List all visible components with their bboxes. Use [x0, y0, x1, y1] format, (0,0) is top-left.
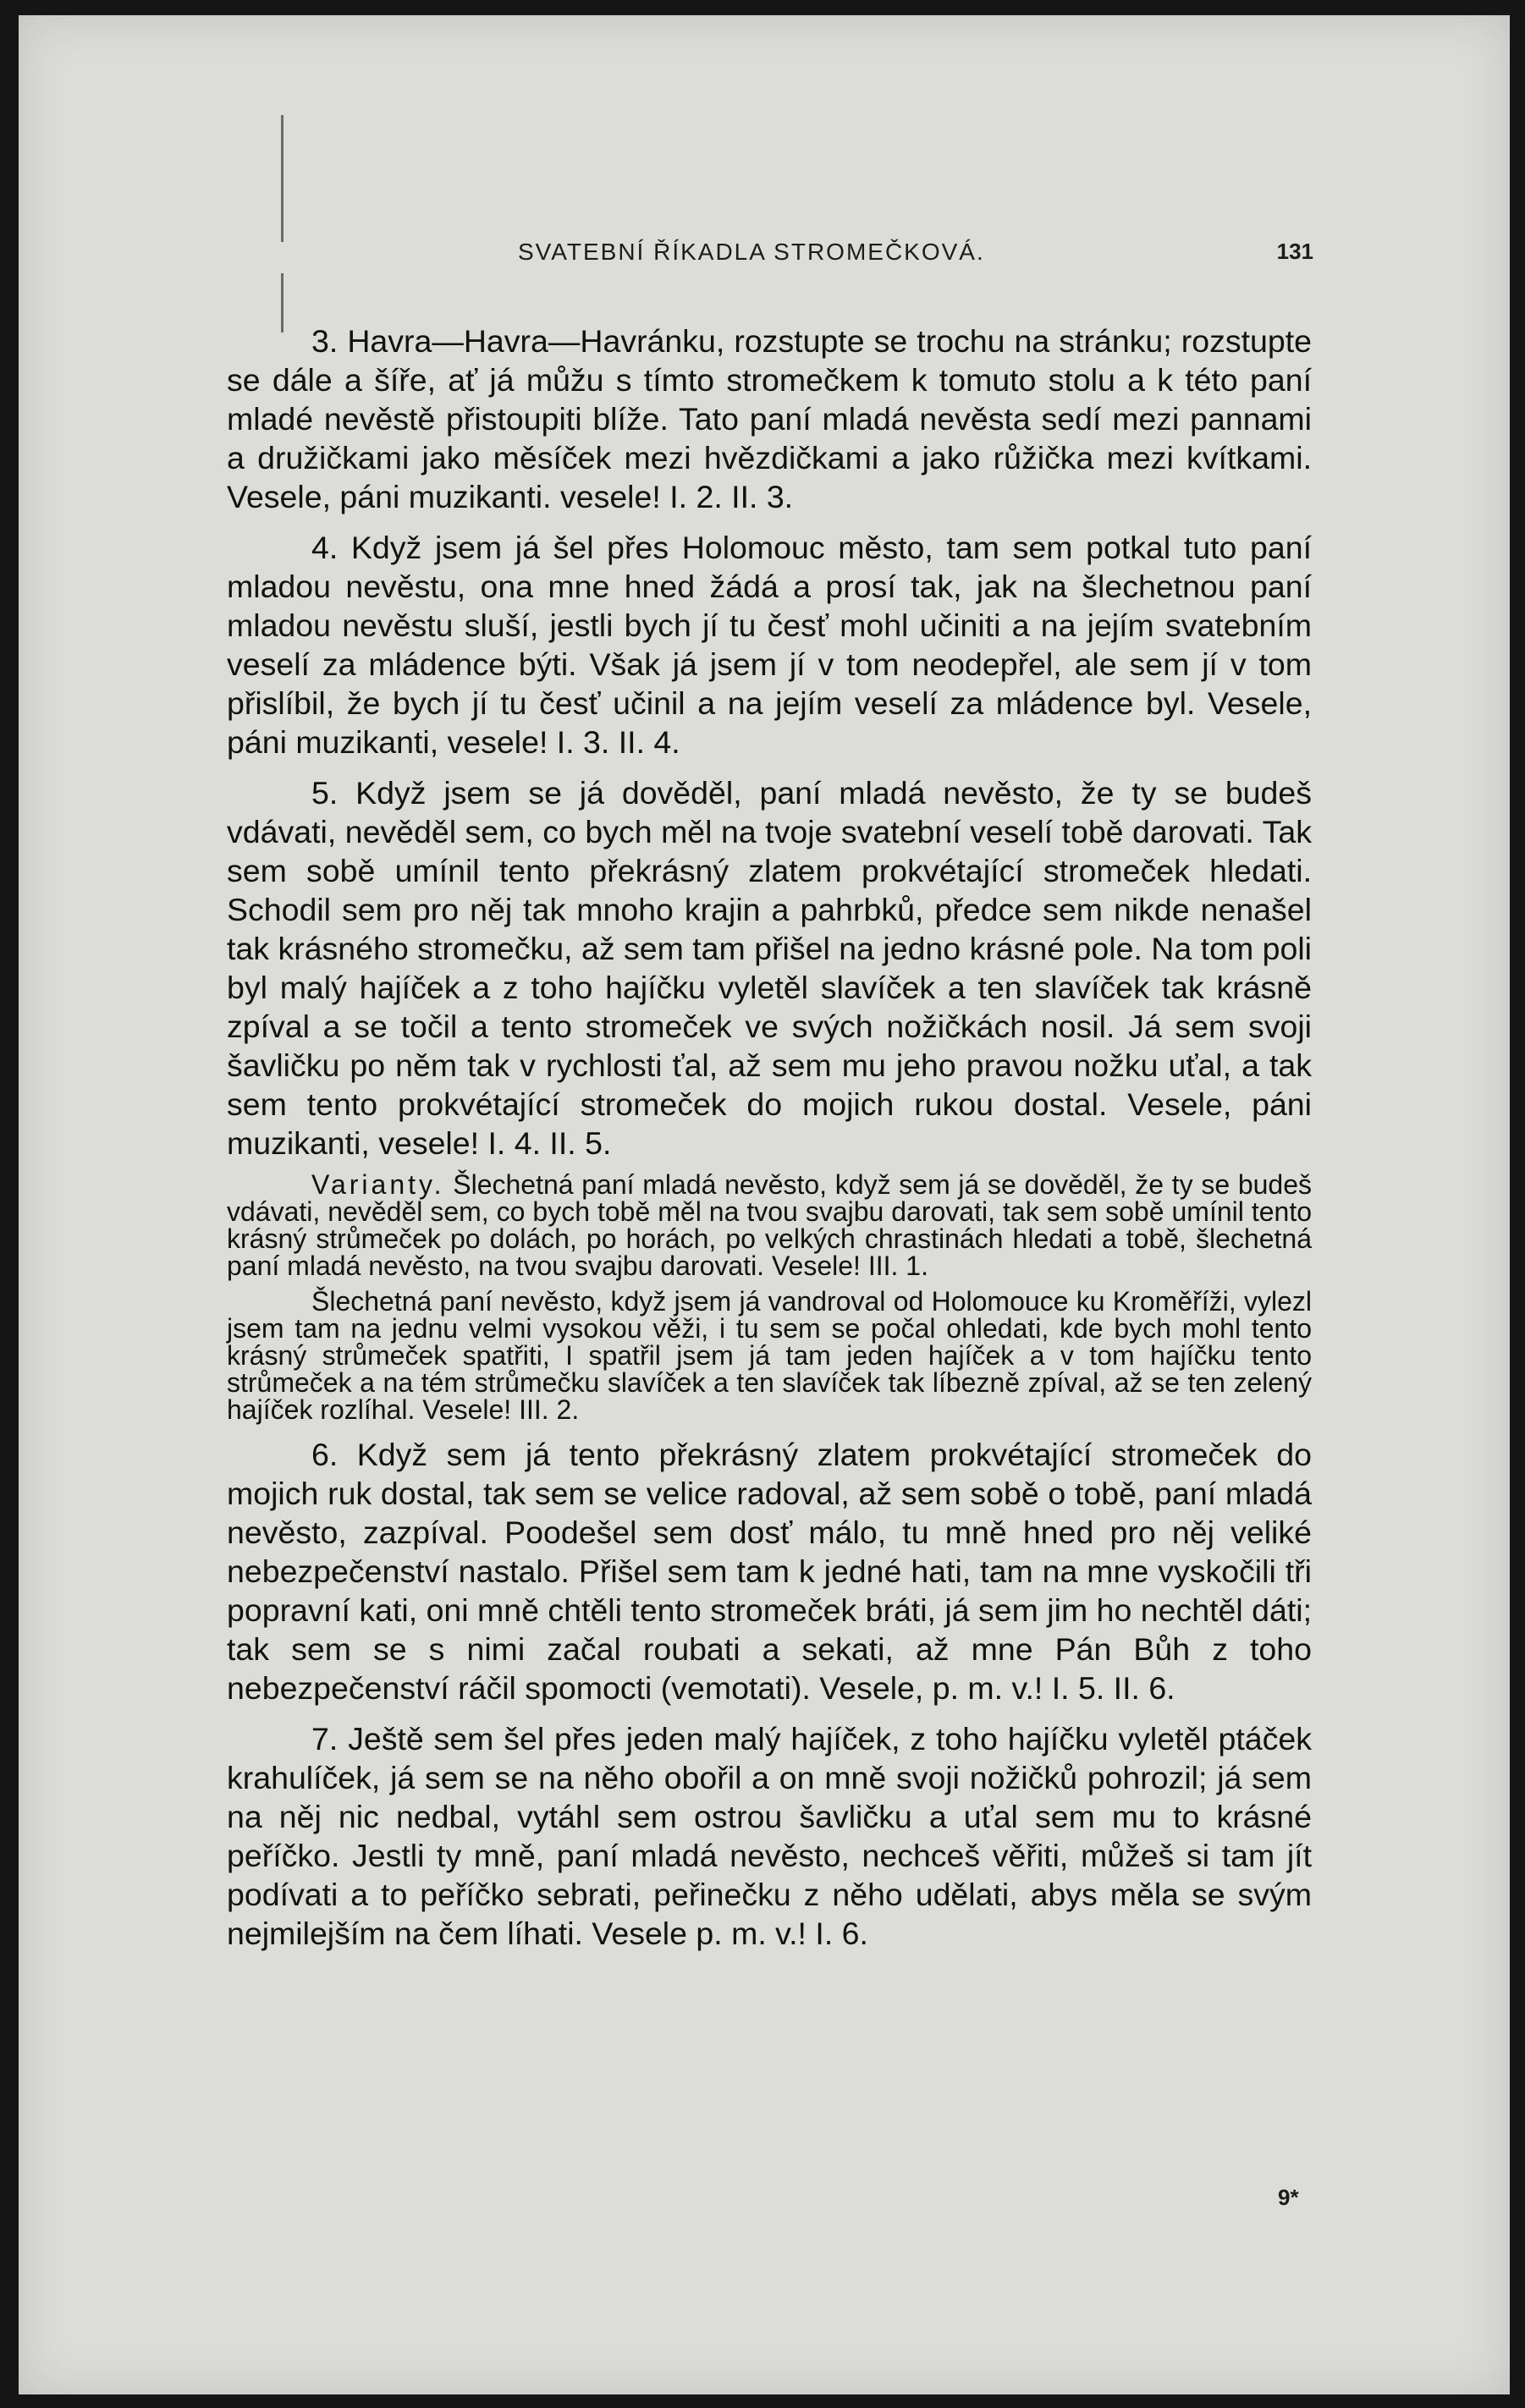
signature-mark: 9* — [1278, 2185, 1299, 2210]
variant-1 — [227, 1171, 1312, 1279]
body-text — [227, 322, 1312, 1953]
variant-1-text: Šlechetná paní mladá nevěsto, když sem já se dověděl, že ty se budeš vdávati, nevěděl sem, co bych tobě měl na tvou svajbu darovati, tak sem sobě umínil tento krásný strůmeček po dolách, po horách, po velkých chrastinách hledati a tobě, šlechetná paní mladá nevěsto, na tvou svajbu darovati. Vesele! III. 1. — [227, 1169, 1313, 1281]
running-title: SVATEBNÍ ŘÍKADLA STROMEČKOVÁ. — [518, 239, 985, 265]
paragraph-6: 6. Když sem já tento překrásný zlatem prokvétající stromeček do mojich ruk dostal, tak sem se velice radoval, až sem sobě o tobě, paní mladá nevěsto, zazpíval. Poodešel sem dosť málo, tu mně hned pro něj veliké nebezpečenství nastalo. Přišel sem tam k jedné hati, tam na mne vyskočili tři popravní kati, oni mně chtěli tento stromeček bráti, já sem jim ho nechtěl dáti; tak sem se s nimi začal roubati a sekati, až mne Pán Bůh z toho nebezpečenství ráčil spomocti (vemotati). Vesele, p. m. v.! I. 5. II. 6. — [227, 1437, 1312, 1706]
paragraph-5: 5. Když jsem se já dověděl, paní mladá nevěsto, že ty se budeš vdávati, nevěděl sem, co bych měl na tvoje svatební veselí tobě darovati. Tak sem sobě umínil tento překrásný zlatem prokvétající stromeček hledati. Schodil sem pro něj tak mnoho krajin a pahrbků, předce sem nikde nenašel tak krásného stromečku, až sem tam přišel na jedno krásné pole. Na tom poli byl malý hajíček a z toho hajíčku vyletěl slavíček a ten slavíček tak krásně zpíval a se točil a tento stromeček ve svých nožičkách nosil. Já sem svoji šavličku po něm tak v rychlosti ťal, až sem mu jeho pravou nožku uťal, a tak sem tento prokvétající stromeček do mojich rukou dostal. Vesele, páni muzikanti, vesele! I. 4. II. 5. — [227, 775, 1312, 1161]
book-page — [19, 15, 1510, 2394]
running-header — [518, 239, 1313, 272]
margin-mark — [281, 115, 284, 242]
paragraph-4: 4. Když jsem já šel přes Holomouc město, tam sem potkal tuto paní mladou nevěstu, ona mne hned žádá a prosí tak, jak na šlechetnou paní mladou nevěstu sluší, jestli bych jí tu česť mohl učiniti a na jejím svatebním veselí za mládence býti. Však já jsem jí v tom neodepřel, ale sem jí v tom přislíbil, že bych jí tu česť učinil a na jejím veselí za mládence byl. Vesele, páni muzikanti, vesele! I. 3. II. 4. — [227, 530, 1312, 760]
paragraph-7: 7. Ještě sem šel přes jeden malý hajíček, z toho hajíčku vyletěl ptáček krahulíček, já sem se na něho obořil a on mně svoji nožičků pohrozil; já sem na něj nic nedbal, vytáhl sem ostrou šavličku a uťal sem mu to krásné peříčko. Jestli ty mně, paní mladá nevěsto, nechceš věřiti, můžeš si tam jít podívati a to peříčko sebrati, peřinečku z něho udělati, abys měla se svým nejmilejším na čem líhati. Vesele p. m. v.! I. 6. — [227, 1721, 1312, 1951]
variant-2: Šlechetná paní nevěsto, když jsem já vandroval od Holomouce ku Kroměříži, vylezl jsem tam na jednu velmi vysokou věži, i tu sem se počal ohledati, kde bych mohl tento krásný strůmeček spatřiti, I spatřil jsem já tam jeden hajíček a v tom hajíčku tento strůmeček a na tém strůmečku slavíček a ten slavíček tak líbezně zpíval, až se ten zelený hajíček rozlíhal. Vesele! III. 2. — [227, 1286, 1312, 1425]
variants-label: Varianty. — [311, 1169, 445, 1200]
page-number: 131 — [1276, 239, 1313, 264]
paragraph-3: 3. Havra—Havra—Havránku, rozstupte se trochu na stránku; rozstupte se dále a šíře, ať já můžu s tímto stromečkem k tomuto stolu a k této paní mladé nevěstě přistoupiti blíže. Tato paní mladá nevěsta sedí mezi pannami a družičkami jako měsíček mezi hvězdičkami a jako růžička mezi kvítkami. Vesele, páni muzikanti. vesele! I. 2. II. 3. — [227, 323, 1312, 514]
